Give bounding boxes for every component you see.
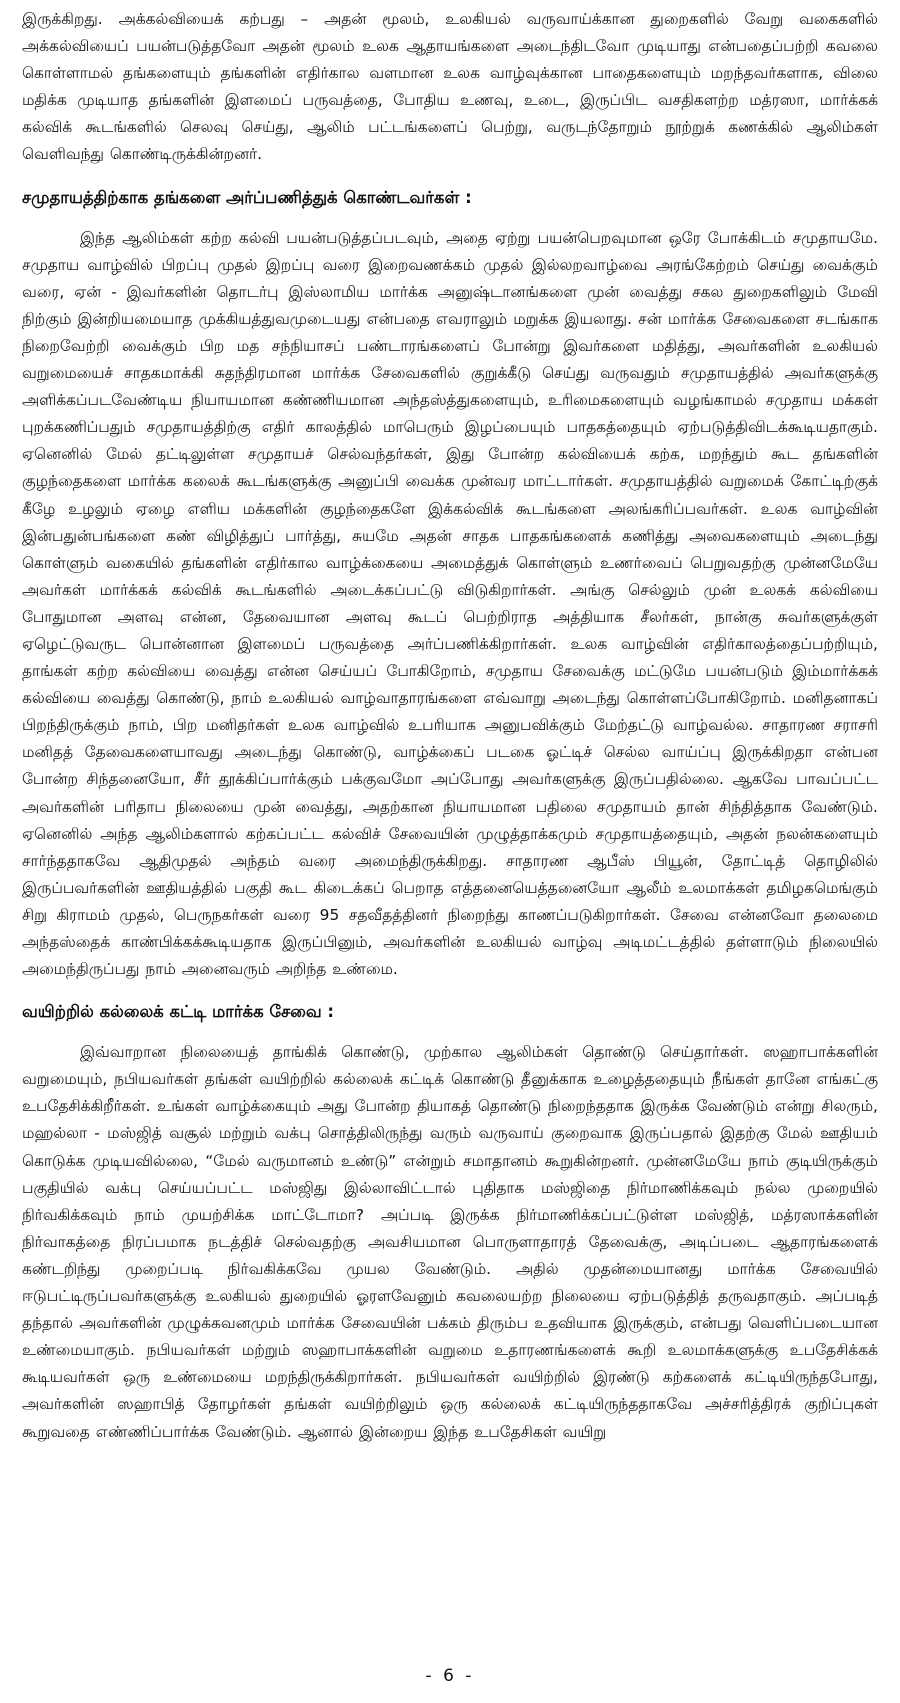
section-heading-dedicated: சமுதாயத்திற்காக தங்களை அர்ப்பணித்துக் கொண்டவர்கள் :	[22, 187, 472, 207]
page-number: - 6 -	[425, 1666, 475, 1686]
paragraph-alims-community: இந்த ஆலிம்கள் கற்ற கல்வி பயன்படுத்தப்படவும், அதை ஏற்று பயன்பெறவுமான ஒரே போக்கிடம் சமுதாயமே. சமுதாய வாழ்வில் பிறப்பு முதல் இறப்பு வரை இறைவணக்கம் முதல் இல்லறவாழ்வை அரங்கேற்றம் செய்து வைக்கும் வரை, ஏன் - இவர்களின் தொடர்பு இஸ்லாமிய மார்க்க அனுஷ்டானங்களை முன் வைத்து சகல துறைகளிலும் மேவி நிற்கும் இன்றியமையாத முக்கியத்துவமுடையது என்பதை எவராலும் மறுக்க இயலாது. சன் மார்க்க சேவைகளை சடங்காக நிறைவேற்றி வைக்கும் பிற மத சந்நியாசப் பண்டாரங்களைப் போன்று இவர்களை மதித்து, அவர்களின் உலகியல் வறுமையைச் சாதகமாக்கி சுதந்திரமான மார்க்க சேவைகளில் குறுக்கீடு செய்து வருவதும் சமுதாயத்தில் அவர்களுக்கு அளிக்கப்படவேண்டிய நியாயமான கண்ணியமான அந்தஸ்த்துகளையும், உரிமைகளையும் வழங்காமல் சமுதாய மக்கள் புறக்கணிப்பதும் சமுதாயத்திற்கு எதிர் காலத்தில் மாபெரும் இழப்பையும் பாதகத்தையும் ஏற்படுத்திவிடக்கூடியதாகும். ஏனெனில் மேல் தட்டிலுள்ள சமுதாயச் செல்வந்தர்கள், இது போன்ற கல்வியைக் கற்க, மறந்தும் கூட தங்களின் குழந்தைகளை மார்க்க கலைக் கூடங்களுக்கு அனுப்பி வைக்க முன்வர மாட்டார்கள். சமுதாயத்தில் வறுமைக் கோட்டிற்குக் கீழே உழலும் ஏழை எளிய மக்களின் குழந்தைகளே இக்கல்விக் கூடங்களை அலங்கரிப்பவர்கள். உலக வாழ்வின் இன்பதுன்பங்களை கண் விழித்துப் பார்த்து, சுயமே அதன் சாதக பாதகங்களைக் கணித்து அவைகளையும் அடைந்து கொள்ளும் வகையில் தங்களின் எதிர்கால வாழ்க்கையை அமைத்துக் கொள்ளும் உணர்வைப் பெறுவதற்கு முன்னமேயே அவர்கள் மார்க்கக் கல்விக் கூடங்களில் அடைக்கப்பட்டு விடுகிறார்கள். அங்கு செல்லும் முன் உலகக் கல்வியை போதுமான அளவு என்ன, தேவையான அளவு கூடப் பெற்றிராத அத்தியாக சீலர்கள், நான்கு சுவர்களுக்குள் ஏழெட்டுவருட பொன்னான இளமைப் பருவத்தை அர்ப்பணிக்கிறார்கள். உலக வாழ்வின் எதிர்காலத்தைப்பற்றியும், தாங்கள் கற்ற கல்வியை வைத்து என்ன செய்யப் போகிறோம், சமுதாய சேவைக்கு மட்டுமே பயன்படும் இம்மார்க்கக் கல்வியை வைத்து கொண்டு, நாம் உலகியல் வாழ்வாதாரங்களை எவ்வாறு அடைந்து கொள்ளப்போகிறோம். மனிதனாகப் பிறந்திருக்கும் நாம், பிற மனிதர்கள் உலக வாழ்வில் உபரியாக அனுபவிக்கும் மேற்தட்டு வாழ்வல்ல. சாதாரண சராசரி மனிதத் தேவைகளையாவது அடைந்து கொண்டு, வாழ்க்கைப் படகை ஓட்டிச் செல்ல வாய்ப்பு இருக்கிறதா என்பன போன்ற சிந்தனையோ, சீர் தூக்கிப்பார்க்கும் பக்குவமோ அப்போது அவர்களுக்கு இருப்பதில்லை. ஆகவே பாவப்பட்ட அவர்களின் பரிதாப நிலையை முன் வைத்து, அதற்கான நியாயமான பதிலை சமுதாயம் தான் சிந்தித்தாக வேண்டும். ஏனெனில் அந்த ஆலிம்களால் கற்கப்பட்ட கல்விச் சேவையின் முழுத்தாக்கமும் சமுதாயத்தையும், அதன் நலன்களையும் சார்ந்ததாகவே ஆதிமுதல் அந்தம் வரை அமைந்திருக்கிறது. சாதாரண ஆபீஸ் பியூன், தோட்டித் தொழிலில் இருப்பவர்களின் ஊதியத்தில் பகுதி கூட கிடைக்கப் பெறாத எத்தனையெத்தனையோ ஆலீம் உலமாக்கள் தமிழகமெங்கும் சிறு கிராமம் முதல், பெருநகர்கள் வரை 95 சதவீதத்தினர் நிறைந்து காணப்படுகிறார்கள். சேவை என்னவோ தலைமை அந்தஸ்தைக் காண்பிக்கக்கூடியதாக இருப்பினும், அவர்களின் உலகியல் வாழ்வு அடிமட்டத்தில் தள்ளாடும் நிலையில் அமைந்திருப்பது நாம் அனைவரும் அறிந்த உண்மை.	[22, 228, 878, 979]
section-heading-stone-on-stomach: வயிற்றில் கல்லைக் கட்டி மார்க்க சேவை :	[22, 1002, 334, 1022]
paragraph-continuation: இருக்கிறது. அக்கல்வியைக் கற்பது – அதன் மூலம், உலகியல் வருவாய்க்கான துறைகளில் வேறு வகைகளில் அக்கல்வியைப் பயன்படுத்தவோ அதன் மூலம் உலக ஆதாயங்களை அடைந்திடவோ முடியாது என்பதைப்பற்றி கவலை கொள்ளாமல் தங்களையும் தங்களின் எதிர்கால வளமான உலக வாழ்வுக்கான பாதைகளையும் மறந்தவர்களாக, விலை மதிக்க முடியாத தங்களின் இளமைப் பருவத்தை, போதிய உணவு, உடை, இருப்பிட வசதிகளற்ற மத்ரஸா, மார்க்கக் கல்விக் கூடங்களில் செலவு செய்து, ஆலிம் பட்டங்களைப் பெற்று, வருடந்தோறும் நூற்றுக் கணக்கில் ஆலிம்கள் வெளிவந்து கொண்டிருக்கின்றனர்.	[22, 10, 878, 164]
paragraph-service-poverty: இவ்வாறான நிலையைத் தாங்கிக் கொண்டு, முற்கால ஆலிம்கள் தொண்டு செய்தார்கள். ஸஹாபாக்களின் வறுமையும், நபியவர்கள் தங்கள் வயிற்றில் கல்லைக் கட்டிக் கொண்டு தீனுக்காக உழைத்ததையும் நீங்கள் தானே எங்கட்கு உபதேசிக்கிறீர்கள். உங்கள் வாழ்க்கையும் அது போன்ற தியாகத் தொண்டு நிறைந்ததாக இருக்க வேண்டும் என்று சிலரும், மஹல்லா - மஸ்ஜித் வசூல் மற்றும் வக்பு சொத்திலிருந்து வரும் வருவாய் குறைவாக இருப்பதால் இதற்கு மேல் ஊதியம் கொடுக்க முடியவில்லை, “மேல் வருமானம் உண்டு” என்றும் சமாதானம் கூறுகின்றனர். முன்னமேயே நாம் குடியிருக்கும் பகுதியில் வக்பு செய்யப்பட்ட மஸ்ஜிது இல்லாவிட்டால் புதிதாக மஸ்ஜிதை நிர்மாணிக்கவும் நல்ல முறையில் நிர்வகிக்கவும் நாம் முயற்சிக்க மாட்டோமா? அப்படி இருக்க நிர்மாணிக்கப்பட்டுள்ள மஸ்ஜித், மத்ரஸாக்களின் நிர்வாகத்தை நிரப்பமாக நடத்திச் செல்வதற்கு அவசியமான பொருளாதாரத் தேவைக்கு, அடிப்படை ஆதாரங்களைக் கண்டறிந்து முறைப்படி நிர்வகிக்கவே முயல வேண்டும். அதில் முதன்மையானது மார்க்க சேவையில் ஈடுபட்டிருப்பவர்களுக்கு உலகியல் துறையில் ஓரளவேனும் கவலையற்ற நிலையை ஏற்படுத்தித் தருவதாகும். அப்படித் தந்தால் அவர்களின் முழுக்கவனமும் மார்க்க சேவையின் பக்கம் திரும்ப உதவியாக இருக்கும், என்பது வெளிப்படையான உண்மையாகும். நபியவர்கள் மற்றும் ஸஹாபாக்களின் வறுமை உதாரணங்களைக் கூறி உலமாக்களுக்கு உபதேசிக்கக் கூடியவர்கள் ஒரு உண்மையை மறந்திருக்கிறார்கள். நபியவர்கள் வயிற்றில் இரண்டு கற்களைக் கட்டியிருந்தபோது, அவர்களின் ஸஹாபித் தோழர்கள் தங்கள் வயிற்றிலும் ஒரு கல்லைக் கட்டியிருந்ததாகவே அச்சரித்திரக் குறிப்புகள் கூறுவதை எண்ணிப்பார்க்க வேண்டும். ஆனால் இன்றைய இந்த உபதேசிகள் வயிறு	[22, 1043, 878, 1441]
document-page	[22, 6, 878, 1686]
